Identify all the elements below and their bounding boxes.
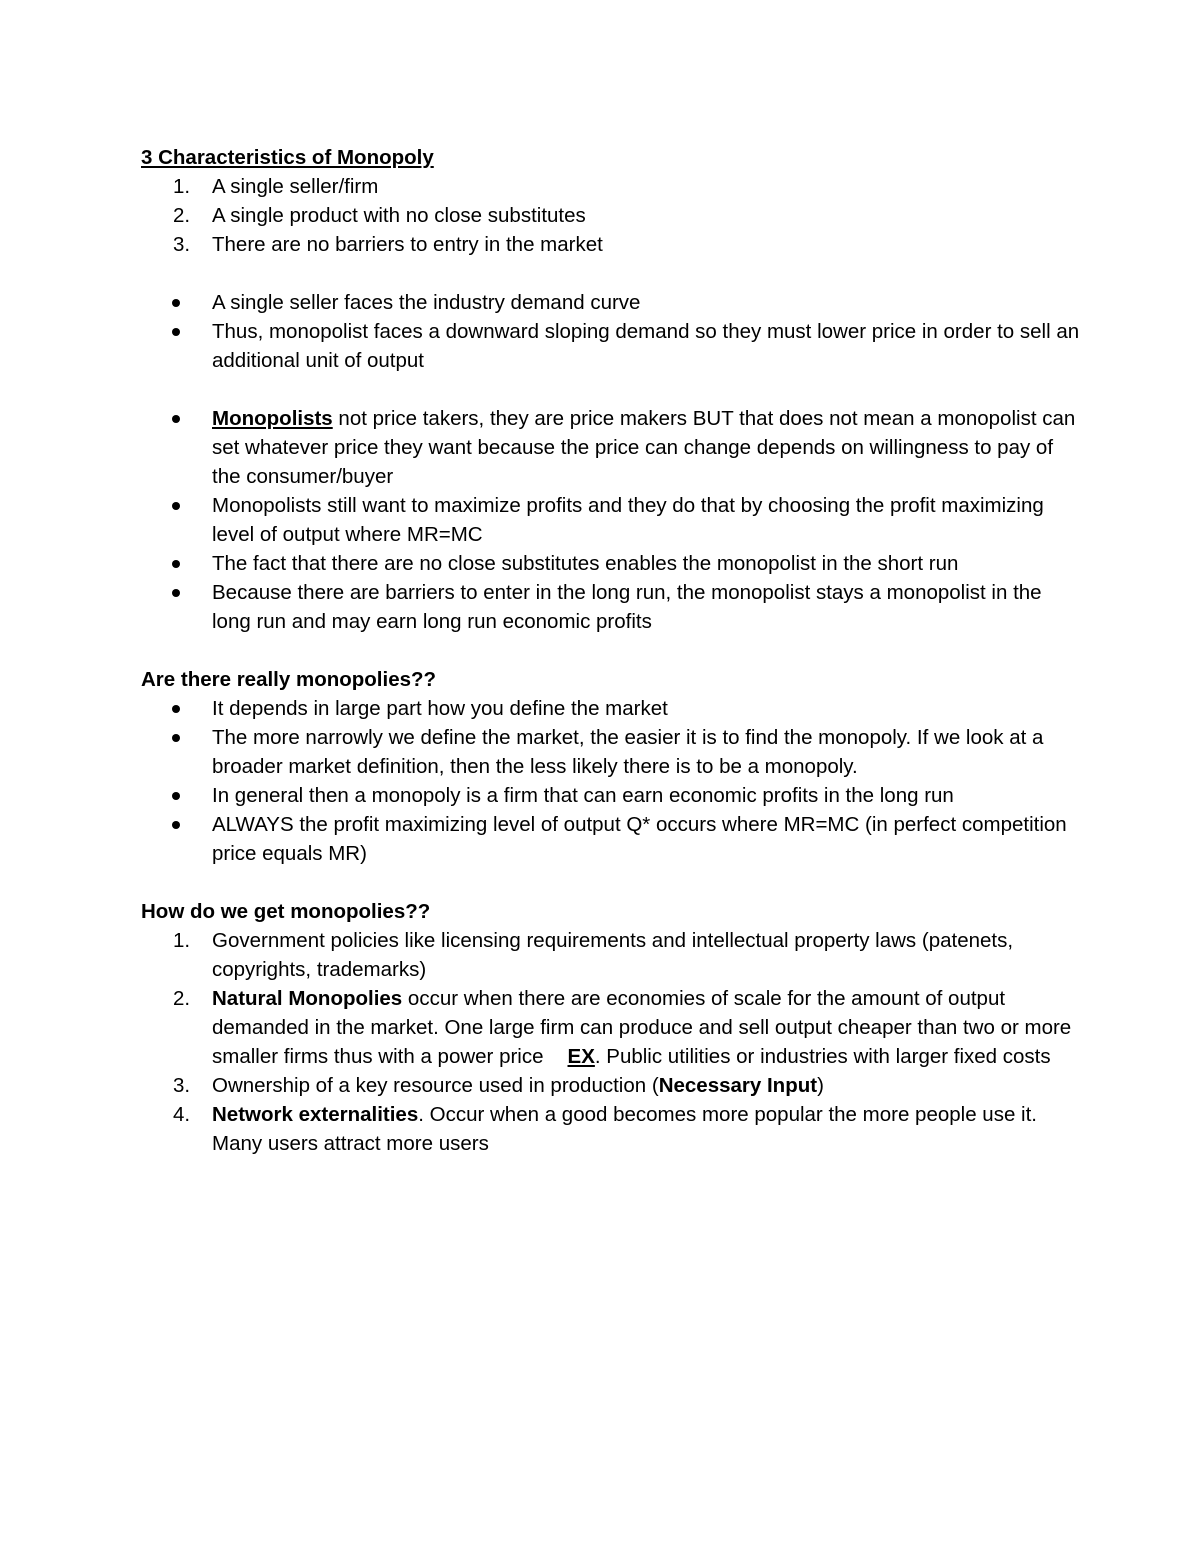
list-number: 3.	[173, 1074, 191, 1097]
list-item-text: The fact that there are no close substitutes enables the monopolist in the short run	[212, 552, 959, 575]
term-necessary-input: Necessary Input	[658, 1074, 818, 1097]
list-number: 3.	[173, 233, 191, 256]
list-item-text: A single seller faces the industry demand curve	[212, 291, 641, 314]
section-heading-characteristics: 3 Characteristics of Monopoly	[141, 146, 434, 169]
list-item-text: There are no barriers to entry in the market	[212, 233, 603, 256]
list-item-text: The more narrowly we define the market, the easier it is to find the monopoly. If we look at a broader market definition, then the less likely there is to be a monopoly.	[212, 726, 1044, 778]
list-item	[141, 172, 1081, 201]
list-item	[141, 578, 1081, 636]
list-item-text: It depends in large part how you define the market	[212, 697, 668, 720]
bullet-icon	[172, 299, 180, 307]
list-item	[141, 491, 1081, 549]
bullet-icon	[172, 792, 180, 800]
list-item	[141, 694, 1081, 723]
list-item	[141, 404, 1081, 491]
list-item	[141, 1071, 1081, 1100]
bullet-icon	[172, 821, 180, 829]
term-network-externalities: Network externalities	[212, 1103, 419, 1126]
list-item-text: ALWAYS the profit maximizing level of output Q* occurs where MR=MC (in perfect competition price equals MR)	[212, 813, 1067, 865]
demand-bullet-list	[141, 288, 1081, 375]
list-item-text: Government policies like licensing requirements and intellectual property laws (patenets, copyrights, trademarks)	[212, 929, 1014, 981]
list-item-text: Ownership of a key resource used in production (	[212, 1074, 659, 1097]
list-number: 2.	[173, 204, 191, 227]
list-item	[141, 549, 1081, 578]
list-item-text: not price takers, they are price makers BUT that does not mean a monopolist can set whatever price they want because the price can change depends on willingness to pay of the consumer/buyer	[212, 407, 1076, 488]
bullet-icon	[172, 589, 180, 597]
list-number: 2.	[173, 987, 191, 1010]
price-maker-bullet-list	[141, 404, 1081, 636]
list-item-text: Thus, monopolist faces a downward sloping demand so they must lower price in order to sell an additional unit of output	[212, 320, 1080, 372]
list-item-text: . Public utilities or industries with larger fixed costs	[594, 1045, 1051, 1068]
list-item-text: In general then a monopoly is a firm that can earn economic profits in the long run	[212, 784, 954, 807]
list-item-text: Monopolists still want to maximize profits and they do that by choosing the profit maximizing level of output where MR=MC	[212, 494, 1044, 546]
list-item-text: A single product with no close substitutes	[212, 204, 586, 227]
list-item	[141, 317, 1081, 375]
term-monopolists: Monopolists	[212, 407, 333, 430]
paragraph-gap	[141, 375, 1081, 404]
really-monopolies-list	[141, 694, 1081, 868]
characteristics-list	[141, 172, 1081, 259]
section-heading-really-monopolies: Are there really monopolies??	[141, 668, 437, 691]
bullet-icon	[172, 415, 180, 423]
list-item-text: occur when there are economies of scale for the amount of output demanded in the market. One large firm can produce and sell output cheaper than two or more smaller firms thus with a power price	[212, 987, 1072, 1068]
bullet-icon	[172, 328, 180, 336]
document-content	[141, 143, 1081, 1158]
list-item	[141, 926, 1081, 984]
get-monopolies-list	[141, 926, 1081, 1158]
list-item	[141, 1100, 1081, 1158]
paragraph-gap	[141, 636, 1081, 665]
term-example: EX	[567, 1045, 595, 1068]
paragraph-gap	[141, 259, 1081, 288]
list-item	[141, 984, 1081, 1071]
list-item-text: Because there are barriers to enter in the long run, the monopolist stays a monopolist in the long run and may earn long run economic profits	[212, 581, 1042, 633]
list-number: 1.	[173, 929, 191, 952]
bullet-icon	[172, 705, 180, 713]
bullet-icon	[172, 502, 180, 510]
list-item-text: )	[817, 1074, 824, 1097]
section-heading-get-monopolies: How do we get monopolies??	[141, 900, 431, 923]
term-natural-monopolies: Natural Monopolies	[212, 987, 403, 1010]
bullet-icon	[172, 560, 180, 568]
list-item	[141, 201, 1081, 230]
paragraph-gap	[141, 868, 1081, 897]
list-item-text: A single seller/firm	[212, 175, 379, 198]
list-item	[141, 723, 1081, 781]
list-number: 4.	[173, 1103, 191, 1126]
list-number: 1.	[173, 175, 191, 198]
list-item	[141, 230, 1081, 259]
list-item	[141, 288, 1081, 317]
list-item	[141, 781, 1081, 810]
list-item	[141, 810, 1081, 868]
bullet-icon	[172, 734, 180, 742]
list-item-text: . Occur when a good becomes more popular the more people use it. Many users attract more users	[212, 1103, 1037, 1155]
